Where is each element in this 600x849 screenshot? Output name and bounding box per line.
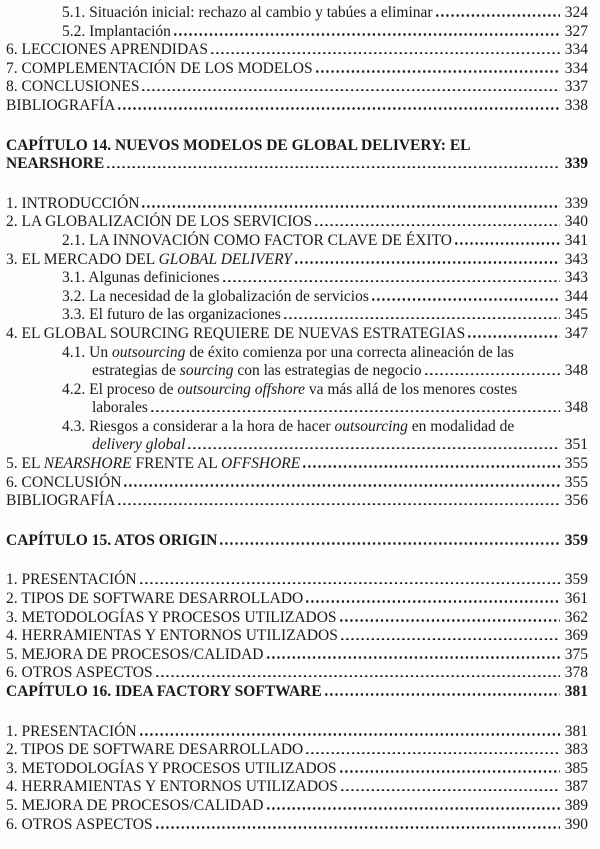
dot-leader	[188, 437, 559, 449]
dot-leader	[174, 24, 560, 36]
toc-entry-text	[62, 269, 220, 288]
toc-text-segment: en modalidad de	[407, 417, 515, 435]
toc-entry-text	[6, 741, 303, 760]
toc-text-segment: 6. OTROS ASPECTOS	[6, 664, 153, 682]
toc-text-segment: NEARSHORE	[6, 155, 105, 173]
toc-entry-text	[6, 627, 338, 646]
page-number: 343	[564, 250, 588, 268]
toc-text-segment: 2. TIPOS DE SOFTWARE DESARROLLADO	[6, 590, 304, 608]
dot-leader	[220, 533, 559, 545]
toc-text-segment: 3.3. El futuro de las organizaciones	[62, 306, 281, 324]
dot-leader	[372, 289, 560, 301]
toc-entry-text	[6, 797, 264, 816]
toc-entry-text	[6, 816, 153, 835]
page-number: 351	[564, 436, 588, 454]
dot-leader	[211, 42, 560, 54]
toc-entry-row	[6, 399, 588, 418]
toc-entry-text	[6, 78, 139, 97]
dot-leader	[295, 252, 560, 264]
toc-text-segment: CAPÍTULO 14. NUEVOS MODELOS DE GLOBAL DELIVERY: EL	[6, 136, 471, 154]
toc-text-segment: 4. HERRAMIENTAS Y ENTORNOS UTILIZADOS	[6, 627, 338, 645]
toc-chapter-row	[6, 683, 588, 702]
dot-leader	[341, 628, 560, 640]
page-number: 385	[564, 759, 588, 777]
toc-spacer	[6, 702, 588, 723]
toc-text-segment: de éxito comienza por una correcta alineación de las	[185, 343, 514, 361]
toc-entry-text	[62, 288, 369, 307]
dot-leader	[142, 196, 559, 208]
toc-text-segment: va más allá de los menores costes	[304, 380, 518, 398]
page-number: 348	[564, 362, 588, 380]
toc-entry-row	[6, 492, 588, 511]
page-number: 344	[564, 287, 588, 305]
toc-entry-text	[6, 760, 337, 779]
toc-entry-row	[6, 816, 588, 835]
toc-text-segment: 1. PRESENTACIÓN	[6, 722, 137, 740]
dot-leader	[325, 684, 560, 696]
toc-text-segment: 4. HERRAMIENTAS Y ENTORNOS UTILIZADOS	[6, 778, 338, 796]
dot-leader	[306, 591, 560, 603]
toc-text-segment: 2. LA GLOBALIZACIÓN DE LOS SERVICIOS	[6, 213, 313, 231]
toc-entry-text	[92, 399, 148, 418]
toc-text-italic-segment: outsourcing offshore	[177, 380, 305, 398]
toc-text-segment: BIBLIOGRAFÍA	[6, 96, 116, 114]
toc-entry-text	[6, 97, 115, 116]
toc-entry-row	[6, 60, 588, 79]
toc-entry-text	[62, 306, 281, 325]
page-number: 341	[564, 231, 588, 249]
toc-text-segment: 5. MEJORA DE PROCESOS/CALIDAD	[6, 645, 264, 663]
toc-entry-row	[6, 23, 588, 42]
toc-entry-row	[6, 4, 588, 23]
toc-entry-text	[62, 23, 171, 42]
toc-spacer	[6, 511, 588, 532]
dot-leader	[156, 665, 560, 677]
toc-entry-row	[6, 418, 588, 437]
page-number: 345	[564, 306, 588, 324]
toc-spacer	[6, 116, 588, 137]
dot-leader	[118, 98, 559, 110]
toc-chapter-row	[6, 137, 588, 156]
toc-entry-row	[6, 269, 588, 288]
page-number: 334	[564, 59, 588, 77]
toc-entry-text	[6, 251, 292, 270]
toc-text-italic-segment: NEARSHORE	[43, 455, 132, 473]
toc-entry-row	[6, 455, 588, 474]
toc-text-segment: CAPÍTULO 16. IDEA FACTORY SOFTWARE	[6, 683, 322, 700]
toc-text-segment: 6. LECCIONES APRENDIDAS	[6, 41, 208, 59]
dot-leader	[455, 233, 560, 245]
toc-entry-row	[6, 381, 588, 400]
dot-leader	[267, 798, 560, 810]
toc-text-italic-segment: sourcing	[179, 362, 234, 380]
toc-text-segment: 3.1. Algunas definiciones	[62, 269, 220, 287]
toc-text-segment: 2.1. LA INNOVACIÓN COMO FACTOR CLAVE DE ÉXITO	[62, 231, 452, 249]
dot-leader	[303, 456, 560, 468]
toc-entry-text	[62, 344, 514, 363]
toc-text-segment: 3. EL MERCADO DEL	[6, 250, 159, 268]
toc-entry-row	[6, 306, 588, 325]
toc-text-segment: 3. METODOLOGÍAS Y PROCESOS UTILIZADOS	[6, 759, 337, 777]
page-number: 389	[564, 796, 588, 814]
dot-leader	[156, 817, 560, 829]
toc-entry-text	[62, 381, 517, 400]
toc-entry-row	[6, 627, 588, 646]
page-number: 348	[564, 399, 588, 417]
dot-leader	[140, 724, 560, 736]
dot-leader	[340, 610, 560, 622]
toc-text-segment: 4.3. Riesgos a considerar a la hora de hacer	[62, 417, 335, 435]
toc-entry-text	[6, 41, 208, 60]
toc-entry-text	[92, 436, 185, 455]
toc-entry-row	[6, 78, 588, 97]
toc-text-segment: FRENTE AL	[131, 455, 221, 473]
dot-leader	[425, 363, 560, 375]
toc-entry-row	[6, 741, 588, 760]
toc-spacer	[6, 550, 588, 571]
dot-leader	[124, 475, 559, 487]
toc-text-segment: laborales	[92, 399, 148, 417]
dot-leader	[267, 647, 560, 659]
toc-text-segment: 5. EL	[6, 455, 44, 473]
toc-text-italic-segment: GLOBAL DELIVERY	[158, 250, 292, 268]
page-number: 387	[564, 778, 588, 796]
toc-entry-text	[6, 213, 312, 232]
toc-text-segment: BIBLIOGRAFÍA	[6, 492, 116, 510]
page-number: 378	[564, 664, 588, 682]
toc-entry-text	[6, 325, 465, 344]
toc-entry-row	[6, 609, 588, 628]
toc-entry-text	[6, 155, 104, 174]
toc-entry-text	[6, 590, 303, 609]
dot-leader	[340, 761, 560, 773]
toc-entry-row	[6, 571, 588, 590]
toc-text-segment: estrategias de	[92, 362, 180, 380]
toc-entry-text	[6, 455, 300, 474]
toc-entry-row	[6, 288, 588, 307]
page-number: 343	[564, 269, 588, 287]
page-number: 355	[564, 473, 588, 491]
toc-text-italic-segment: outsourcing	[334, 417, 408, 435]
toc-text-segment: 8. CONCLUSIONES	[6, 78, 140, 96]
toc-text-segment: 1. PRESENTACIÓN	[6, 571, 137, 589]
page-number: 327	[564, 22, 588, 40]
toc-entry-text	[6, 60, 313, 79]
toc-text-segment: con las estrategias de negocio	[233, 362, 422, 380]
page-number: 337	[564, 78, 588, 96]
toc-entry-row	[6, 344, 588, 363]
toc-text-segment: 3. METODOLOGÍAS Y PROCESOS UTILIZADOS	[6, 608, 337, 626]
toc-entry-text	[6, 137, 471, 156]
toc-text-segment: 6. OTROS ASPECTOS	[6, 815, 153, 833]
toc-text-segment: 5.2. Implantación	[62, 22, 171, 40]
toc-entry-text	[6, 609, 337, 628]
page-number: 362	[564, 608, 588, 626]
toc-entry-text	[62, 418, 514, 437]
dot-leader	[468, 326, 559, 338]
toc-text-italic-segment: delivery global	[92, 436, 186, 454]
page-number: 361	[564, 590, 588, 608]
toc-text-segment: 2. TIPOS DE SOFTWARE DESARROLLADO	[6, 741, 304, 759]
toc-entry-row	[6, 362, 588, 381]
dot-leader	[223, 270, 560, 282]
page-number: 381	[564, 683, 588, 700]
dot-leader	[341, 779, 560, 791]
toc-entry-row	[6, 232, 588, 251]
page-number: 324	[564, 4, 588, 21]
toc-text-italic-segment: outsourcing	[111, 343, 186, 361]
page-number: 338	[564, 96, 588, 114]
page-number: 339	[564, 194, 588, 212]
dot-leader	[284, 307, 560, 319]
toc-entry-text	[6, 778, 338, 797]
toc-chapter-row	[6, 155, 588, 174]
dot-leader	[118, 493, 559, 505]
dot-leader	[151, 400, 560, 412]
toc-entry-row	[6, 195, 588, 214]
toc-entry-row	[6, 41, 588, 60]
toc-text-segment: 5. MEJORA DE PROCESOS/CALIDAD	[6, 796, 264, 814]
toc-entry-row	[6, 97, 588, 116]
page-number: 356	[564, 492, 588, 510]
toc-entry-row	[6, 797, 588, 816]
toc-chapter-row	[6, 532, 588, 551]
toc-entry-text	[6, 492, 115, 511]
page-number: 390	[564, 815, 588, 833]
toc-entry-text	[62, 4, 433, 23]
toc-entry-row	[6, 325, 588, 344]
toc-entry-text	[6, 664, 153, 683]
page-number: 347	[564, 324, 588, 342]
toc-entry-row	[6, 436, 588, 455]
toc-entry-row	[6, 474, 588, 493]
toc-entry-text	[6, 571, 137, 590]
toc-text-segment: 4. EL GLOBAL SOURCING REQUIERE DE NUEVAS ESTRATEGIAS	[6, 324, 466, 342]
page-number: 334	[564, 41, 588, 59]
toc-entry-text	[6, 646, 264, 665]
dot-leader	[315, 214, 560, 226]
dot-leader	[436, 5, 560, 17]
toc-text-segment: 5.1. Situación inicial: rechazo al cambio y tabúes a eliminar	[62, 4, 433, 21]
toc-entry-text	[6, 474, 121, 493]
toc-spacer	[6, 174, 588, 195]
toc-entry-row	[6, 723, 588, 742]
toc-text-segment: 7. COMPLEMENTACIÓN DE LOS MODELOS	[6, 59, 313, 77]
toc-text-segment: 3.2. La necesidad de la globalización de servicios	[62, 287, 369, 305]
page-number: 339	[564, 155, 588, 173]
page-number: 369	[564, 627, 588, 645]
toc-entry-row	[6, 646, 588, 665]
toc-entry-row	[6, 213, 588, 232]
toc-entry-text	[6, 195, 139, 214]
page-number: 381	[564, 722, 588, 740]
toc-text-italic-segment: OFFSHORE	[221, 455, 301, 473]
dot-leader	[107, 156, 560, 168]
page-number: 355	[564, 455, 588, 473]
page-number: 383	[564, 741, 588, 759]
page-number: 375	[564, 645, 588, 663]
toc-text-segment: CAPÍTULO 15. ATOS ORIGIN	[6, 531, 218, 549]
toc-text-segment: 6. CONCLUSIÓN	[6, 473, 122, 491]
toc-entry-text	[6, 532, 217, 551]
toc-text-segment: 4.2. El proceso de	[62, 380, 178, 398]
toc-entry-row	[6, 251, 588, 270]
page-number: 359	[564, 571, 588, 589]
toc-entry-row	[6, 590, 588, 609]
page-number: 359	[564, 531, 588, 549]
toc-entry-row	[6, 760, 588, 779]
toc-entry-row	[6, 664, 588, 683]
toc-entry-text	[92, 362, 422, 381]
page-number: 340	[564, 213, 588, 231]
toc-entry-row	[6, 778, 588, 797]
toc-text-segment: 4.1. Un	[62, 343, 112, 361]
toc-entry-text	[6, 723, 137, 742]
toc-entry-text	[62, 232, 452, 251]
toc-entry-text	[6, 683, 322, 702]
dot-leader	[142, 79, 559, 91]
dot-leader	[306, 742, 560, 754]
dot-leader	[316, 61, 560, 73]
dot-leader	[140, 572, 560, 584]
toc-text-segment: 1. INTRODUCCIÓN	[6, 194, 140, 212]
